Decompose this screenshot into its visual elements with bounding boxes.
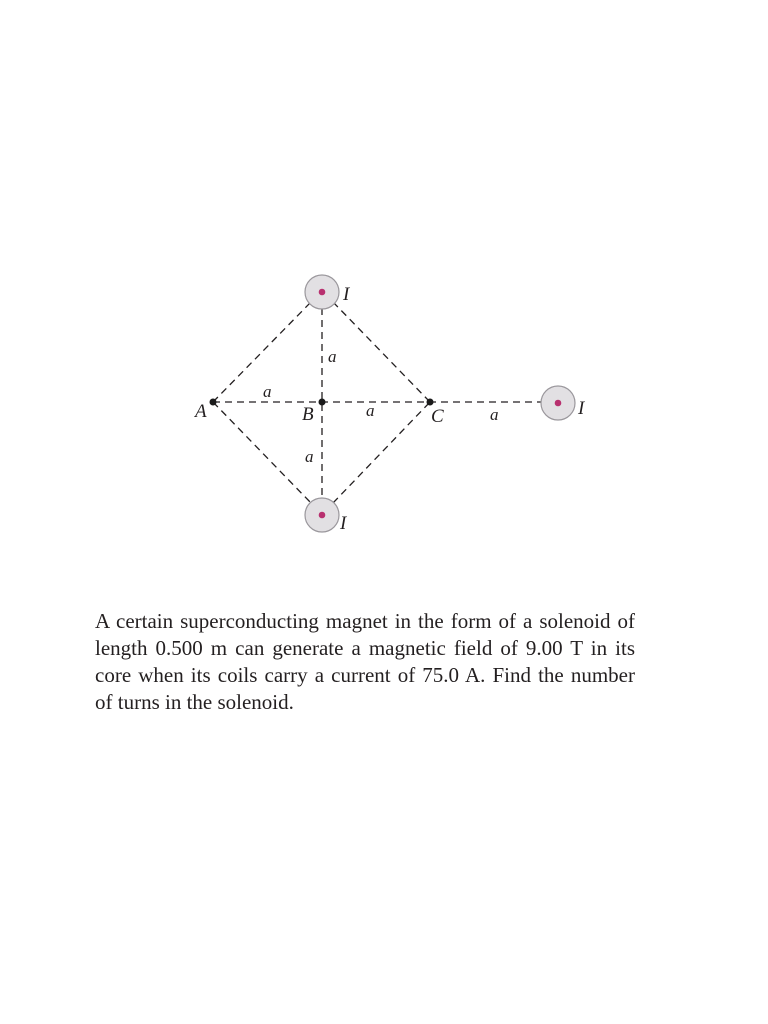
current-label-top: I (343, 284, 350, 305)
point-c-marker (427, 399, 434, 406)
line-a-to-top-wire (213, 302, 311, 402)
line-bottom-wire-to-c (333, 402, 430, 503)
wire-bottom-current-dot (319, 512, 326, 519)
dashed-lines (213, 302, 541, 503)
current-label-bottom: I (340, 513, 347, 534)
point-a-label: A (195, 401, 207, 422)
distance-label-c-right: a (490, 405, 499, 424)
wire-bottom (305, 498, 339, 532)
point-b-marker (319, 399, 326, 406)
point-a-marker (210, 399, 217, 406)
problem-statement: A certain superconducting magnet in the form of a solenoid of length 0.500 m can generate a magnetic field of 9.00 T in its core when its coils carry a current of 75.0 A. Find the number of turns in the solenoid. (95, 609, 635, 714)
wire-right-current-dot (555, 400, 562, 407)
distance-label-b-c: a (366, 401, 375, 420)
current-label-right: I (578, 398, 585, 419)
distance-label-b-top: a (328, 347, 337, 366)
line-top-wire-to-c (333, 302, 430, 402)
line-a-to-bottom-wire (213, 402, 311, 503)
distance-label-b-bottom: a (305, 447, 314, 466)
wire-top (305, 275, 339, 309)
point-b-label: B (302, 404, 314, 425)
point-c-label: C (431, 406, 444, 427)
distance-label-a-b: a (263, 382, 272, 401)
wire-top-current-dot (319, 289, 326, 296)
wire-right (541, 386, 575, 420)
